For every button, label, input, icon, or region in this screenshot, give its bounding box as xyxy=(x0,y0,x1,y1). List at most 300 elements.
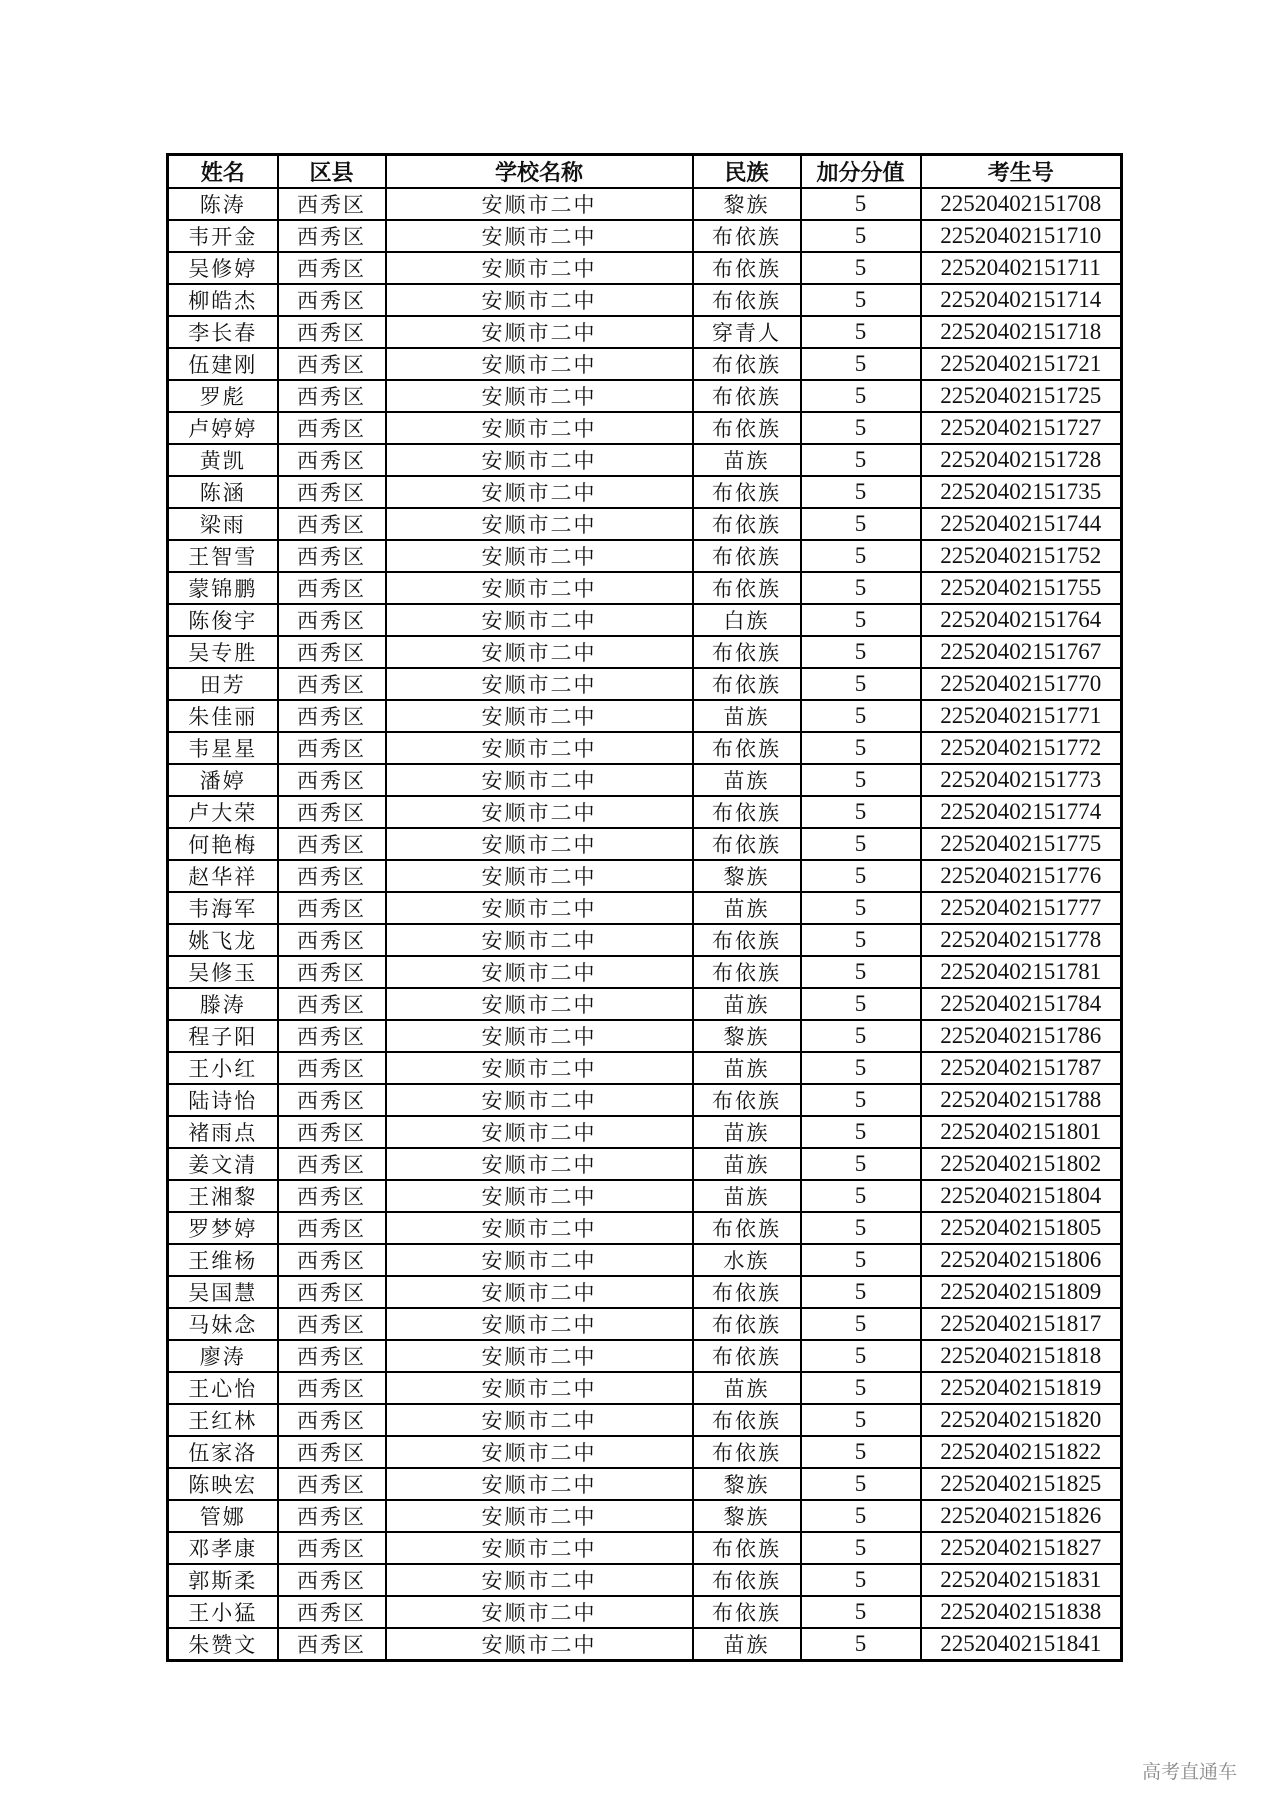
header-row xyxy=(168,155,1122,189)
cell-name: 李长春 xyxy=(168,316,278,348)
cell-name: 陈俊宇 xyxy=(168,604,278,636)
table-row xyxy=(168,1596,1122,1628)
cell-bonus: 5 xyxy=(801,860,921,892)
cell-school: 安顺市二中 xyxy=(386,508,693,540)
cell-exam-id: 22520402151708 xyxy=(921,188,1122,220)
cell-ethnicity: 苗族 xyxy=(693,1628,801,1661)
table-row xyxy=(168,1404,1122,1436)
cell-school: 安顺市二中 xyxy=(386,220,693,252)
cell-exam-id: 22520402151772 xyxy=(921,732,1122,764)
cell-exam-id: 22520402151806 xyxy=(921,1244,1122,1276)
cell-bonus: 5 xyxy=(801,188,921,220)
cell-school: 安顺市二中 xyxy=(386,1564,693,1596)
cell-ethnicity: 布依族 xyxy=(693,540,801,572)
cell-name: 伍家洛 xyxy=(168,1436,278,1468)
cell-exam-id: 22520402151767 xyxy=(921,636,1122,668)
cell-county: 西秀区 xyxy=(278,1212,386,1244)
cell-ethnicity: 布依族 xyxy=(693,1532,801,1564)
cell-county: 西秀区 xyxy=(278,1532,386,1564)
cell-county: 西秀区 xyxy=(278,860,386,892)
cell-name: 廖涛 xyxy=(168,1340,278,1372)
cell-school: 安顺市二中 xyxy=(386,956,693,988)
cell-ethnicity: 布依族 xyxy=(693,668,801,700)
cell-county: 西秀区 xyxy=(278,828,386,860)
cell-county: 西秀区 xyxy=(278,188,386,220)
cell-name: 朱赞文 xyxy=(168,1628,278,1661)
cell-ethnicity: 黎族 xyxy=(693,1020,801,1052)
table-row xyxy=(168,1532,1122,1564)
cell-bonus: 5 xyxy=(801,924,921,956)
cell-ethnicity: 苗族 xyxy=(693,444,801,476)
cell-school: 安顺市二中 xyxy=(386,1148,693,1180)
cell-ethnicity: 布依族 xyxy=(693,380,801,412)
cell-name: 陈涛 xyxy=(168,188,278,220)
cell-county: 西秀区 xyxy=(278,252,386,284)
cell-school: 安顺市二中 xyxy=(386,1180,693,1212)
cell-name: 罗彪 xyxy=(168,380,278,412)
cell-name: 陈映宏 xyxy=(168,1468,278,1500)
cell-county: 西秀区 xyxy=(278,1500,386,1532)
cell-name: 程子阳 xyxy=(168,1020,278,1052)
cell-exam-id: 22520402151776 xyxy=(921,860,1122,892)
cell-ethnicity: 布依族 xyxy=(693,1084,801,1116)
cell-ethnicity: 黎族 xyxy=(693,188,801,220)
cell-exam-id: 22520402151777 xyxy=(921,892,1122,924)
cell-county: 西秀区 xyxy=(278,316,386,348)
cell-bonus: 5 xyxy=(801,316,921,348)
cell-ethnicity: 苗族 xyxy=(693,1116,801,1148)
cell-bonus: 5 xyxy=(801,796,921,828)
cell-bonus: 5 xyxy=(801,1180,921,1212)
cell-bonus: 5 xyxy=(801,1340,921,1372)
cell-bonus: 5 xyxy=(801,1404,921,1436)
cell-ethnicity: 苗族 xyxy=(693,1372,801,1404)
cell-bonus: 5 xyxy=(801,572,921,604)
cell-ethnicity: 布依族 xyxy=(693,796,801,828)
cell-school: 安顺市二中 xyxy=(386,924,693,956)
cell-school: 安顺市二中 xyxy=(386,1276,693,1308)
cell-exam-id: 22520402151770 xyxy=(921,668,1122,700)
cell-county: 西秀区 xyxy=(278,892,386,924)
cell-name: 吴专胜 xyxy=(168,636,278,668)
cell-name: 吴修婷 xyxy=(168,252,278,284)
cell-exam-id: 22520402151819 xyxy=(921,1372,1122,1404)
header-county: 区县 xyxy=(278,155,386,189)
table-row xyxy=(168,380,1122,412)
cell-ethnicity: 布依族 xyxy=(693,732,801,764)
cell-school: 安顺市二中 xyxy=(386,1308,693,1340)
cell-school: 安顺市二中 xyxy=(386,1340,693,1372)
cell-bonus: 5 xyxy=(801,1564,921,1596)
table-row xyxy=(168,924,1122,956)
cell-school: 安顺市二中 xyxy=(386,188,693,220)
cell-ethnicity: 布依族 xyxy=(693,252,801,284)
cell-county: 西秀区 xyxy=(278,1596,386,1628)
cell-ethnicity: 布依族 xyxy=(693,1340,801,1372)
table-row xyxy=(168,700,1122,732)
cell-name: 韦星星 xyxy=(168,732,278,764)
cell-county: 西秀区 xyxy=(278,220,386,252)
cell-bonus: 5 xyxy=(801,988,921,1020)
cell-school: 安顺市二中 xyxy=(386,1468,693,1500)
cell-school: 安顺市二中 xyxy=(386,252,693,284)
cell-bonus: 5 xyxy=(801,380,921,412)
table-row xyxy=(168,444,1122,476)
cell-exam-id: 22520402151755 xyxy=(921,572,1122,604)
table-row xyxy=(168,316,1122,348)
header-name: 姓名 xyxy=(168,155,278,189)
cell-ethnicity: 苗族 xyxy=(693,1148,801,1180)
cell-name: 王心怡 xyxy=(168,1372,278,1404)
cell-bonus: 5 xyxy=(801,828,921,860)
cell-bonus: 5 xyxy=(801,668,921,700)
table-row xyxy=(168,572,1122,604)
cell-name: 郭斯柔 xyxy=(168,1564,278,1596)
watermark: 高考直通车 xyxy=(1142,1761,1238,1783)
cell-exam-id: 22520402151752 xyxy=(921,540,1122,572)
cell-exam-id: 22520402151774 xyxy=(921,796,1122,828)
cell-county: 西秀区 xyxy=(278,924,386,956)
table-row xyxy=(168,508,1122,540)
cell-school: 安顺市二中 xyxy=(386,1212,693,1244)
cell-bonus: 5 xyxy=(801,892,921,924)
cell-county: 西秀区 xyxy=(278,1180,386,1212)
cell-bonus: 5 xyxy=(801,604,921,636)
cell-exam-id: 22520402151775 xyxy=(921,828,1122,860)
table-row xyxy=(168,1436,1122,1468)
cell-county: 西秀区 xyxy=(278,1372,386,1404)
cell-ethnicity: 穿青人 xyxy=(693,316,801,348)
table-row xyxy=(168,1276,1122,1308)
cell-exam-id: 22520402151809 xyxy=(921,1276,1122,1308)
cell-name: 柳皓杰 xyxy=(168,284,278,316)
cell-ethnicity: 布依族 xyxy=(693,572,801,604)
cell-county: 西秀区 xyxy=(278,636,386,668)
cell-school: 安顺市二中 xyxy=(386,1116,693,1148)
cell-name: 王红林 xyxy=(168,1404,278,1436)
cell-name: 梁雨 xyxy=(168,508,278,540)
cell-exam-id: 22520402151841 xyxy=(921,1628,1122,1661)
cell-bonus: 5 xyxy=(801,220,921,252)
cell-name: 卢大荣 xyxy=(168,796,278,828)
bonus-points-table xyxy=(166,153,1123,1662)
cell-name: 吴修玉 xyxy=(168,956,278,988)
cell-exam-id: 22520402151764 xyxy=(921,604,1122,636)
cell-ethnicity: 白族 xyxy=(693,604,801,636)
cell-county: 西秀区 xyxy=(278,476,386,508)
cell-ethnicity: 苗族 xyxy=(693,1180,801,1212)
cell-name: 王小红 xyxy=(168,1052,278,1084)
cell-bonus: 5 xyxy=(801,1500,921,1532)
cell-school: 安顺市二中 xyxy=(386,1084,693,1116)
cell-bonus: 5 xyxy=(801,1052,921,1084)
cell-school: 安顺市二中 xyxy=(386,1436,693,1468)
cell-name: 朱佳丽 xyxy=(168,700,278,732)
cell-name: 罗梦婷 xyxy=(168,1212,278,1244)
cell-county: 西秀区 xyxy=(278,604,386,636)
cell-bonus: 5 xyxy=(801,1212,921,1244)
cell-school: 安顺市二中 xyxy=(386,1052,693,1084)
cell-exam-id: 22520402151788 xyxy=(921,1084,1122,1116)
cell-county: 西秀区 xyxy=(278,348,386,380)
table-body xyxy=(168,188,1122,1661)
cell-exam-id: 22520402151805 xyxy=(921,1212,1122,1244)
cell-name: 王维杨 xyxy=(168,1244,278,1276)
cell-school: 安顺市二中 xyxy=(386,796,693,828)
cell-bonus: 5 xyxy=(801,1148,921,1180)
cell-ethnicity: 布依族 xyxy=(693,924,801,956)
cell-ethnicity: 布依族 xyxy=(693,284,801,316)
cell-name: 马妹念 xyxy=(168,1308,278,1340)
cell-bonus: 5 xyxy=(801,284,921,316)
cell-ethnicity: 布依族 xyxy=(693,508,801,540)
table-row xyxy=(168,1372,1122,1404)
cell-county: 西秀区 xyxy=(278,1148,386,1180)
cell-exam-id: 22520402151773 xyxy=(921,764,1122,796)
cell-school: 安顺市二中 xyxy=(386,1628,693,1661)
cell-school: 安顺市二中 xyxy=(386,316,693,348)
cell-bonus: 5 xyxy=(801,1628,921,1661)
cell-school: 安顺市二中 xyxy=(386,380,693,412)
cell-county: 西秀区 xyxy=(278,1628,386,1661)
cell-exam-id: 22520402151804 xyxy=(921,1180,1122,1212)
cell-exam-id: 22520402151778 xyxy=(921,924,1122,956)
cell-school: 安顺市二中 xyxy=(386,1532,693,1564)
cell-bonus: 5 xyxy=(801,348,921,380)
cell-name: 姜文清 xyxy=(168,1148,278,1180)
table-row xyxy=(168,284,1122,316)
cell-ethnicity: 布依族 xyxy=(693,828,801,860)
cell-exam-id: 22520402151802 xyxy=(921,1148,1122,1180)
cell-county: 西秀区 xyxy=(278,764,386,796)
cell-ethnicity: 布依族 xyxy=(693,412,801,444)
cell-school: 安顺市二中 xyxy=(386,540,693,572)
table-row xyxy=(168,636,1122,668)
cell-bonus: 5 xyxy=(801,764,921,796)
cell-bonus: 5 xyxy=(801,1436,921,1468)
cell-bonus: 5 xyxy=(801,700,921,732)
cell-bonus: 5 xyxy=(801,1308,921,1340)
cell-exam-id: 22520402151727 xyxy=(921,412,1122,444)
table-row xyxy=(168,668,1122,700)
cell-bonus: 5 xyxy=(801,1276,921,1308)
cell-name: 王智雪 xyxy=(168,540,278,572)
cell-ethnicity: 布依族 xyxy=(693,220,801,252)
cell-exam-id: 22520402151818 xyxy=(921,1340,1122,1372)
cell-name: 黄凯 xyxy=(168,444,278,476)
cell-name: 卢婷婷 xyxy=(168,412,278,444)
cell-exam-id: 22520402151725 xyxy=(921,380,1122,412)
cell-name: 王湘黎 xyxy=(168,1180,278,1212)
table-row xyxy=(168,1500,1122,1532)
table-row xyxy=(168,540,1122,572)
cell-county: 西秀区 xyxy=(278,284,386,316)
cell-school: 安顺市二中 xyxy=(386,1500,693,1532)
cell-name: 姚飞龙 xyxy=(168,924,278,956)
cell-county: 西秀区 xyxy=(278,1308,386,1340)
cell-name: 潘婷 xyxy=(168,764,278,796)
cell-exam-id: 22520402151822 xyxy=(921,1436,1122,1468)
cell-exam-id: 22520402151820 xyxy=(921,1404,1122,1436)
cell-school: 安顺市二中 xyxy=(386,412,693,444)
table-row xyxy=(168,988,1122,1020)
cell-ethnicity: 苗族 xyxy=(693,988,801,1020)
cell-exam-id: 22520402151787 xyxy=(921,1052,1122,1084)
cell-school: 安顺市二中 xyxy=(386,444,693,476)
cell-ethnicity: 布依族 xyxy=(693,1596,801,1628)
cell-ethnicity: 布依族 xyxy=(693,1564,801,1596)
cell-name: 韦开金 xyxy=(168,220,278,252)
cell-ethnicity: 苗族 xyxy=(693,700,801,732)
cell-ethnicity: 布依族 xyxy=(693,1276,801,1308)
cell-name: 褚雨点 xyxy=(168,1116,278,1148)
cell-school: 安顺市二中 xyxy=(386,988,693,1020)
cell-county: 西秀区 xyxy=(278,1564,386,1596)
table-row xyxy=(168,1340,1122,1372)
cell-school: 安顺市二中 xyxy=(386,636,693,668)
cell-ethnicity: 布依族 xyxy=(693,1436,801,1468)
cell-ethnicity: 布依族 xyxy=(693,476,801,508)
table-row xyxy=(168,1564,1122,1596)
cell-school: 安顺市二中 xyxy=(386,700,693,732)
cell-name: 王小猛 xyxy=(168,1596,278,1628)
cell-exam-id: 22520402151728 xyxy=(921,444,1122,476)
cell-school: 安顺市二中 xyxy=(386,764,693,796)
table-row xyxy=(168,860,1122,892)
cell-exam-id: 22520402151781 xyxy=(921,956,1122,988)
cell-school: 安顺市二中 xyxy=(386,1404,693,1436)
cell-ethnicity: 布依族 xyxy=(693,1308,801,1340)
cell-exam-id: 22520402151735 xyxy=(921,476,1122,508)
cell-school: 安顺市二中 xyxy=(386,860,693,892)
cell-ethnicity: 布依族 xyxy=(693,1404,801,1436)
table-row xyxy=(168,252,1122,284)
cell-bonus: 5 xyxy=(801,540,921,572)
table-row xyxy=(168,188,1122,220)
cell-school: 安顺市二中 xyxy=(386,668,693,700)
cell-exam-id: 22520402151817 xyxy=(921,1308,1122,1340)
cell-name: 伍建刚 xyxy=(168,348,278,380)
table-row xyxy=(168,1468,1122,1500)
cell-bonus: 5 xyxy=(801,1084,921,1116)
cell-county: 西秀区 xyxy=(278,444,386,476)
cell-bonus: 5 xyxy=(801,444,921,476)
cell-exam-id: 22520402151827 xyxy=(921,1532,1122,1564)
table-row xyxy=(168,1084,1122,1116)
table-row xyxy=(168,1212,1122,1244)
cell-county: 西秀区 xyxy=(278,796,386,828)
cell-school: 安顺市二中 xyxy=(386,284,693,316)
table-row xyxy=(168,1052,1122,1084)
table-row xyxy=(168,1180,1122,1212)
cell-bonus: 5 xyxy=(801,1020,921,1052)
cell-county: 西秀区 xyxy=(278,732,386,764)
cell-ethnicity: 布依族 xyxy=(693,1212,801,1244)
cell-exam-id: 22520402151786 xyxy=(921,1020,1122,1052)
cell-bonus: 5 xyxy=(801,1372,921,1404)
cell-ethnicity: 苗族 xyxy=(693,764,801,796)
cell-exam-id: 22520402151825 xyxy=(921,1468,1122,1500)
cell-county: 西秀区 xyxy=(278,700,386,732)
cell-bonus: 5 xyxy=(801,412,921,444)
cell-school: 安顺市二中 xyxy=(386,1020,693,1052)
cell-bonus: 5 xyxy=(801,636,921,668)
table-row xyxy=(168,796,1122,828)
cell-name: 吴国慧 xyxy=(168,1276,278,1308)
cell-county: 西秀区 xyxy=(278,1020,386,1052)
cell-school: 安顺市二中 xyxy=(386,1596,693,1628)
header-exam-id: 考生号 xyxy=(921,155,1122,189)
header-ethnicity: 民族 xyxy=(693,155,801,189)
table-row xyxy=(168,1308,1122,1340)
cell-ethnicity: 黎族 xyxy=(693,860,801,892)
table-row xyxy=(168,1116,1122,1148)
cell-ethnicity: 苗族 xyxy=(693,892,801,924)
cell-exam-id: 22520402151771 xyxy=(921,700,1122,732)
cell-county: 西秀区 xyxy=(278,1244,386,1276)
cell-exam-id: 22520402151838 xyxy=(921,1596,1122,1628)
cell-county: 西秀区 xyxy=(278,540,386,572)
cell-county: 西秀区 xyxy=(278,956,386,988)
table-row xyxy=(168,892,1122,924)
table-row xyxy=(168,732,1122,764)
cell-ethnicity: 苗族 xyxy=(693,1052,801,1084)
cell-exam-id: 22520402151711 xyxy=(921,252,1122,284)
cell-name: 何艳梅 xyxy=(168,828,278,860)
cell-county: 西秀区 xyxy=(278,1116,386,1148)
cell-ethnicity: 布依族 xyxy=(693,636,801,668)
table-row xyxy=(168,1020,1122,1052)
header-school: 学校名称 xyxy=(386,155,693,189)
table-row xyxy=(168,348,1122,380)
cell-bonus: 5 xyxy=(801,1596,921,1628)
cell-county: 西秀区 xyxy=(278,1436,386,1468)
cell-county: 西秀区 xyxy=(278,668,386,700)
cell-name: 管娜 xyxy=(168,1500,278,1532)
cell-bonus: 5 xyxy=(801,476,921,508)
table-row xyxy=(168,828,1122,860)
cell-county: 西秀区 xyxy=(278,412,386,444)
table-row xyxy=(168,1628,1122,1661)
cell-bonus: 5 xyxy=(801,508,921,540)
cell-county: 西秀区 xyxy=(278,1340,386,1372)
cell-name: 蒙锦鹏 xyxy=(168,572,278,604)
cell-bonus: 5 xyxy=(801,1116,921,1148)
cell-exam-id: 22520402151710 xyxy=(921,220,1122,252)
cell-name: 邓孝康 xyxy=(168,1532,278,1564)
cell-school: 安顺市二中 xyxy=(386,1372,693,1404)
cell-county: 西秀区 xyxy=(278,1084,386,1116)
cell-exam-id: 22520402151721 xyxy=(921,348,1122,380)
cell-name: 田芳 xyxy=(168,668,278,700)
cell-exam-id: 22520402151714 xyxy=(921,284,1122,316)
cell-bonus: 5 xyxy=(801,1244,921,1276)
cell-bonus: 5 xyxy=(801,252,921,284)
table-row xyxy=(168,220,1122,252)
table-row xyxy=(168,1244,1122,1276)
cell-exam-id: 22520402151831 xyxy=(921,1564,1122,1596)
cell-name: 陆诗怡 xyxy=(168,1084,278,1116)
cell-school: 安顺市二中 xyxy=(386,572,693,604)
cell-name: 陈涵 xyxy=(168,476,278,508)
cell-ethnicity: 水族 xyxy=(693,1244,801,1276)
cell-name: 赵华祥 xyxy=(168,860,278,892)
table-row xyxy=(168,604,1122,636)
cell-exam-id: 22520402151784 xyxy=(921,988,1122,1020)
cell-county: 西秀区 xyxy=(278,508,386,540)
cell-school: 安顺市二中 xyxy=(386,348,693,380)
cell-name: 滕涛 xyxy=(168,988,278,1020)
